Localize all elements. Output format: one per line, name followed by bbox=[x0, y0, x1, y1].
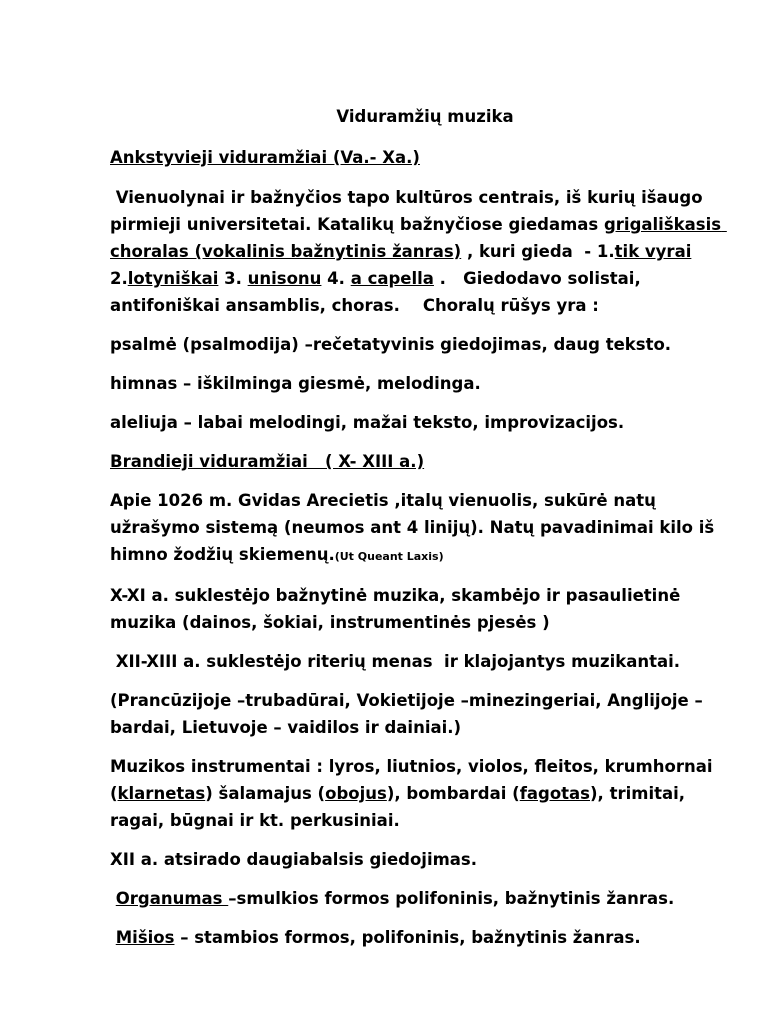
text-segment: . Giedodavo solistai, antifoniškai ansamblis, choras. Choralų rūšys yra : bbox=[110, 269, 647, 315]
heading-early-middle-ages: Ankstyvieji viduramžiai (Va.- Xa.) bbox=[110, 148, 420, 167]
paragraph-guido bbox=[110, 487, 740, 570]
term-mass: Mišios bbox=[115, 928, 175, 947]
paragraph-psalm: psalmė (psalmodija) –rečetatyvinis giedojimas, daug teksto. bbox=[110, 335, 672, 354]
text-segment: –smulkios formos polifoninis, bažnytinis žanras. bbox=[228, 889, 675, 908]
paragraph-monasteries bbox=[110, 184, 740, 319]
paragraph-alleluia: aleliuja – labai melodingi, mažai teksto, improvizacijos. bbox=[110, 413, 625, 432]
text-segment: , kuri gieda - 1. bbox=[461, 242, 615, 261]
term-oboe: obojus bbox=[325, 784, 387, 803]
term-a-capella: a capella bbox=[350, 269, 434, 288]
paragraph-polyphony: XII a. atsirado daugiabalsis giedojimas. bbox=[110, 850, 478, 869]
paragraph-x-xi-century: X-XI a. suklestėjo bažnytinė muzika, skambėjo ir pasaulietinė muzika (dainos, šokiai, instrumentinės pjesės ) bbox=[110, 586, 687, 632]
paragraph-countries: (Prancūzijoje –trubadūrai, Vokietijoje –minezingeriai, Anglijoje – bardai, Lietuvoje – vaidilos ir dainiai.) bbox=[110, 691, 709, 737]
paragraph-xii-xiii-century: XII-XIII a. suklestėjo riterių menas ir klajojantys muzikantai. bbox=[110, 652, 681, 671]
term-clarinet: klarnetas bbox=[117, 784, 206, 803]
text-segment: 4. bbox=[321, 269, 351, 288]
term-bassoon: fagotas bbox=[519, 784, 591, 803]
text-segment: ), bombardai ( bbox=[386, 784, 520, 803]
text-segment: 2. bbox=[110, 242, 698, 288]
paragraph-hymn: himnas – iškilminga giesmė, melodinga. bbox=[110, 374, 481, 393]
text-segment: Muzikos instrumentai : lyros, liutnios, violos, fleitos, krumhornai ( bbox=[110, 757, 719, 803]
document-page bbox=[110, 104, 740, 951]
hymn-name-note: (Ut Queant Laxis) bbox=[334, 550, 444, 563]
paragraph-instruments bbox=[110, 753, 740, 834]
term-gregorian-chant: grigališkasis choralas (vokalinis bažnytinis žanras) bbox=[110, 215, 727, 261]
text-segment: Vienuolynai ir bažnyčios tapo kultūros centrais, iš kurių išaugo pirmieji universitetai. Katalikų bažnyčiose giedamas bbox=[110, 188, 709, 234]
term-unison: unisonu bbox=[247, 269, 322, 288]
text-segment: ), trimitai, ragai, būgnai ir kt. perkusiniai. bbox=[110, 784, 691, 830]
text-segment: Apie 1026 m. Gvidas Arecietis ,italų vienuolis, sukūrė natų užrašymo sistemą (neumos ant 4 linijų). Natų pavadinimai kilo iš himno žodžių skiemenų. bbox=[110, 491, 720, 564]
document-title: Viduramžių muzika bbox=[336, 107, 514, 126]
text-segment: ) šalamajus ( bbox=[205, 784, 326, 803]
paragraph-mass bbox=[110, 924, 740, 951]
term-only-men: tik vyrai bbox=[614, 242, 692, 261]
heading-high-middle-ages: Brandieji viduramžiai ( X- XIII a.) bbox=[110, 452, 425, 471]
term-latin: lotyniškai bbox=[127, 269, 219, 288]
term-organum: Organumas bbox=[115, 889, 229, 908]
text-segment: – stambios formos, polifoninis, bažnytinis žanras. bbox=[174, 928, 641, 947]
paragraph-organum bbox=[110, 885, 740, 912]
text-segment: 3. bbox=[218, 269, 248, 288]
